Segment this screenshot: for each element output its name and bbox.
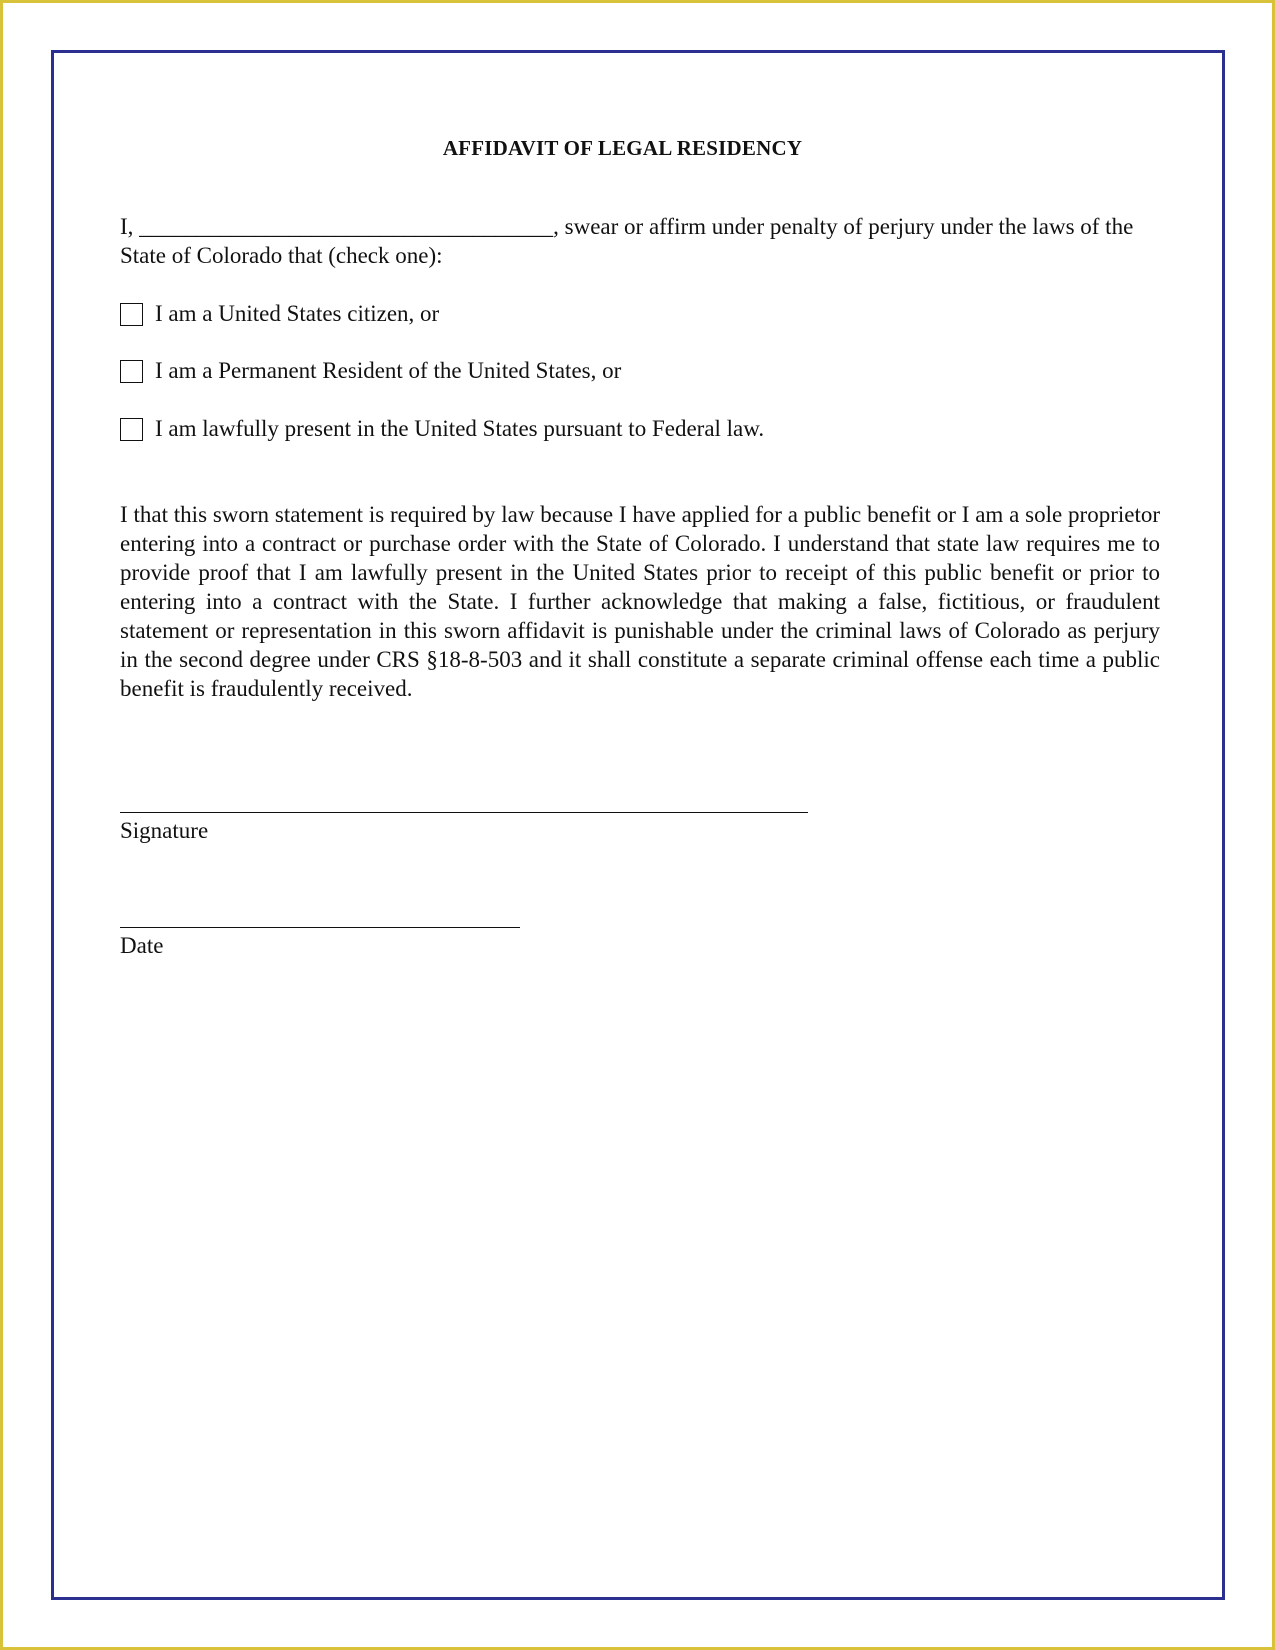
statement-paragraph: I that this sworn statement is required by law because I have applied for a public benefit or I am a sole proprietor entering into a contract or purchase order with the State of Colorado. I understand that state law requires me to provide proof that I am lawfully present in the United States prior to receipt of this public benefit or prior to entering into a contract with the State. I further acknowledge that making a false, fictitious, or fraudulent statement or representation in this sworn affidavit is punishable under the criminal laws of Colorado as perjury in the second degree under CRS §18-8-503 and it shall constitute a separate criminal offense each time a public benefit is fraudulently received. [120, 502, 1160, 701]
option-label: I am a United States citizen, or [155, 301, 440, 326]
intro-paragraph: I, ____________________________________, swear or affirm under penalty of perjury under the laws of the State of Colorado that (check one): [120, 214, 1134, 268]
option-us-citizen[interactable] [120, 299, 439, 329]
checkbox-lawfully-present[interactable] [120, 418, 143, 441]
signature-line[interactable] [120, 812, 808, 813]
option-permanent-resident[interactable] [120, 356, 621, 386]
date-line[interactable] [120, 927, 520, 928]
document-frame [51, 50, 1225, 1600]
document-title: AFFIDAVIT OF LEGAL RESIDENCY [442, 136, 803, 160]
date-label: Date [120, 933, 164, 958]
checkbox-us-citizen[interactable] [120, 303, 143, 326]
option-lawfully-present[interactable] [120, 414, 764, 444]
signature-label: Signature [120, 818, 209, 843]
checkbox-permanent-resident[interactable] [120, 360, 143, 383]
option-label: I am lawfully present in the United States pursuant to Federal law. [155, 416, 765, 441]
option-label: I am a Permanent Resident of the United States, or [155, 358, 622, 383]
